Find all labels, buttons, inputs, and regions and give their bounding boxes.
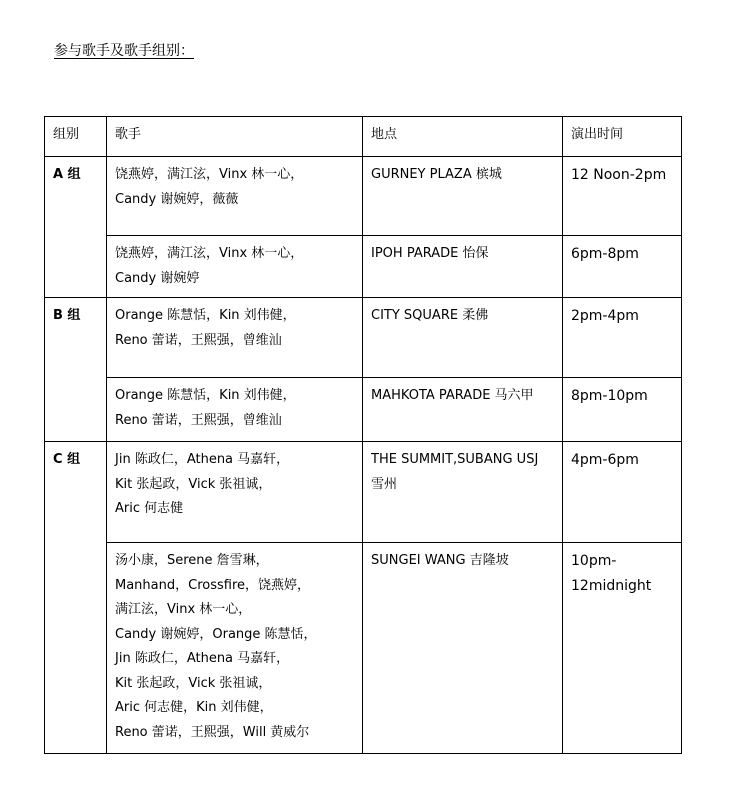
time-cell: 8pm-10pm <box>563 378 682 442</box>
singer-line: 饶燕婷，满江泫，Vinx 林一心， <box>115 167 304 182</box>
time-cell: 12 Noon-2pm <box>563 157 682 236</box>
location-cell: GURNEY PLAZA 槟城 <box>363 157 563 236</box>
time-cell: 2pm-4pm <box>563 298 682 378</box>
time-cell <box>563 543 682 754</box>
singer-line: Candy 谢婉婷 <box>115 270 200 286</box>
location-cell: MAHKOTA PARADE 马六甲 <box>363 378 563 442</box>
singers-cell <box>107 378 363 442</box>
group-cell-b: B 组 <box>45 298 107 378</box>
table-row <box>45 442 682 543</box>
group-cell-c: C 组 <box>45 442 107 543</box>
page-heading: 参与歌手及歌手组别： <box>54 43 194 59</box>
time-line: 12midnight <box>571 577 652 594</box>
singer-line: 汤小康，Serene 詹雪琳， <box>115 553 269 568</box>
location-cell: SUNGEI WANG 吉隆坡 <box>363 543 563 754</box>
singer-line: Kit 张起政，Vick 张祖诚， <box>115 476 272 492</box>
singer-line: Jin 陈政仁，Athena 马嘉轩， <box>115 651 290 666</box>
group-cell-c-cont <box>45 543 107 754</box>
group-cell-a-cont <box>45 236 107 298</box>
singers-cell <box>107 157 363 236</box>
singer-line: Reno 蕾诺，王熙强，曾维汕 <box>115 412 282 428</box>
singers-cell <box>107 298 363 378</box>
table-header-row <box>45 117 682 157</box>
singer-line: Kit 张起政，Vick 张祖诚， <box>115 675 272 691</box>
table-row <box>45 543 682 754</box>
singer-line: Jin 陈政仁，Athena 马嘉轩， <box>115 452 290 467</box>
singer-line: Aric 何志健，Kin 刘伟健， <box>115 700 273 715</box>
singers-cell <box>107 442 363 543</box>
singer-line: Reno 蕾诺，王熙强，曾维汕 <box>115 332 282 348</box>
table-row <box>45 298 682 378</box>
location-cell: CITY SQUARE 柔佛 <box>363 298 563 378</box>
singer-line: 饶燕婷，满江泫，Vinx 林一心， <box>115 246 304 261</box>
singer-schedule-table <box>44 116 682 754</box>
singers-cell <box>107 236 363 298</box>
table-row <box>45 157 682 236</box>
location-cell: IPOH PARADE 怡保 <box>363 236 563 298</box>
singer-line: Candy 谢婉婷，薇薇 <box>115 191 239 207</box>
header-location: 地点 <box>363 117 563 157</box>
singer-line: Orange 陈慧恬，Kin 刘伟健， <box>115 388 296 403</box>
singer-line: Reno 蕾诺，王熙强，Will 黄威尔 <box>115 724 310 740</box>
location-line: 雪州 <box>371 476 398 492</box>
group-cell-a: A 组 <box>45 157 107 236</box>
singers-cell <box>107 543 363 754</box>
location-line: THE SUMMIT,SUBANG USJ <box>371 452 539 467</box>
header-group: 组别 <box>45 117 107 157</box>
singer-line: 满江泫，Vinx 林一心， <box>115 602 252 617</box>
header-time: 演出时间 <box>563 117 682 157</box>
table-row <box>45 378 682 442</box>
singer-line: Candy 谢婉婷，Orange 陈慧恬， <box>115 626 317 642</box>
time-cell: 4pm-6pm <box>563 442 682 543</box>
time-line: 10pm- <box>571 553 617 569</box>
header-singers: 歌手 <box>107 117 363 157</box>
table-row <box>45 236 682 298</box>
singer-line: Aric 何志健 <box>115 501 184 516</box>
singer-line: Orange 陈慧恬，Kin 刘伟健， <box>115 308 296 323</box>
singer-line: Manhand，Crossfire，饶燕婷， <box>115 577 311 593</box>
location-cell <box>363 442 563 543</box>
time-cell: 6pm-8pm <box>563 236 682 298</box>
group-cell-b-cont <box>45 378 107 442</box>
